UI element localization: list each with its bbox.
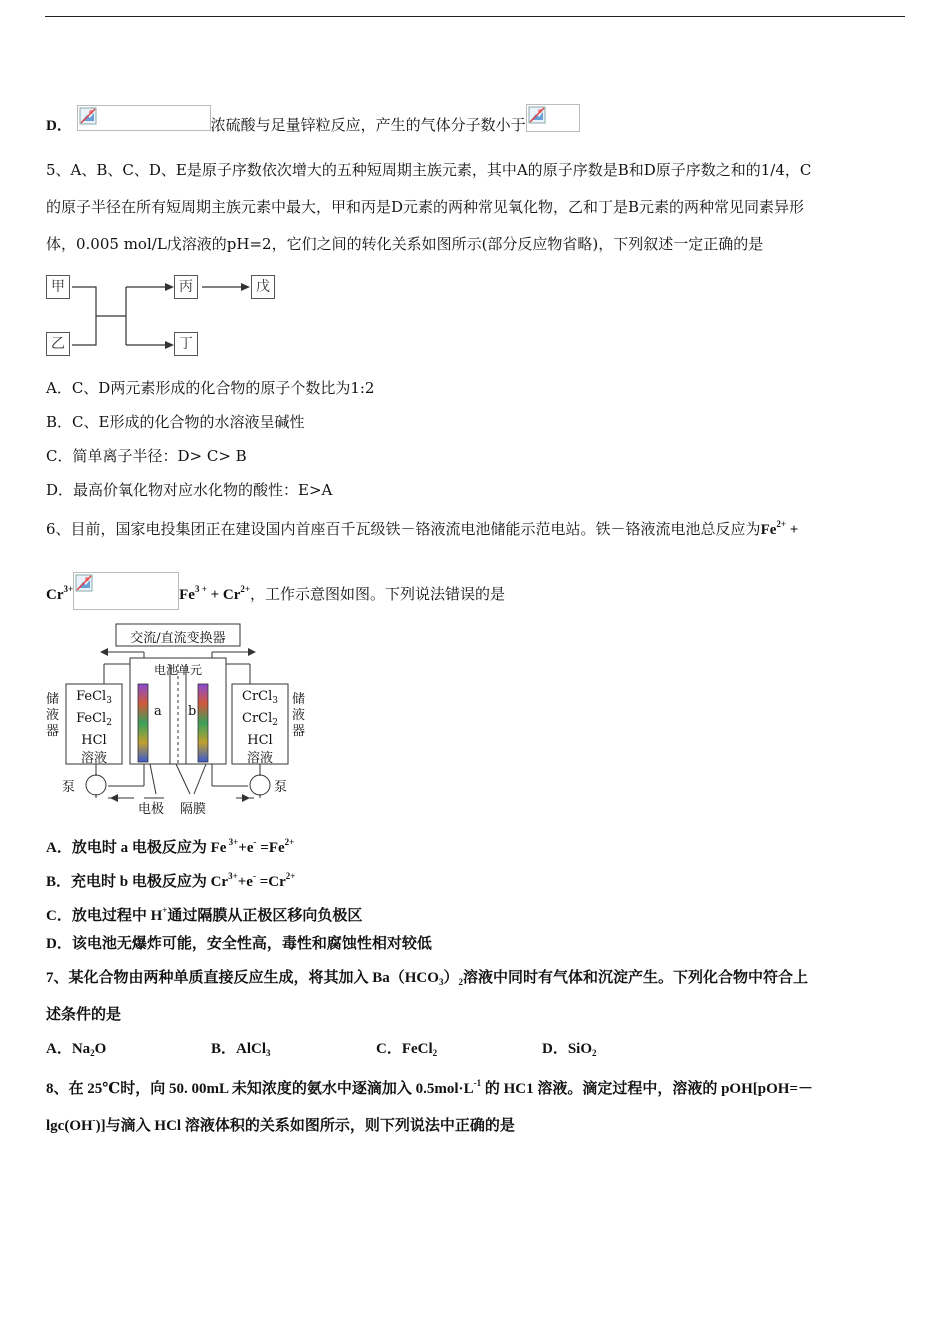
flow-arrows <box>46 275 286 360</box>
broken-image-icon <box>526 104 580 132</box>
q6-option-a: A．放电时 a 电极反应为 Fe $^{3+}+e^- =Fe^{2+}$ <box>46 837 295 856</box>
flow-box-yi: 乙 <box>46 332 70 356</box>
right-pump-label: 泵 <box>274 780 288 795</box>
right-tank-contents: CrCl$_3$ CrCl$_2$ HCl 溶液 <box>242 689 278 766</box>
q5-option-d: D．最高价氧化物对应水化物的酸性：E>A <box>46 481 333 499</box>
electrode-a-label: a <box>154 704 162 719</box>
flow-box-jia: 甲 <box>46 275 70 299</box>
left-pump-label: 泵 <box>62 780 76 795</box>
q8-stem-line-1: 8、在 25℃时，向 50. 00mL 未知浓度的氨水中逐滴加入 $0.5mol\cdot L^{-1}$ 的 HC1 溶液。滴定过程中，溶液的 pOH[pOH=－ <box>46 1078 813 1097</box>
q6-option-b: B．充电时 b 电极反应为 $Cr^{3+}+e^- =Cr^{2+}$ <box>46 871 296 890</box>
page-top-rule <box>45 16 905 17</box>
left-tank-contents: FeCl$_3$ FeCl$_2$ HCl 溶液 <box>76 689 112 766</box>
q5-stem-line-3: 体，0.005 mol/L戊溶液的pH=2，它们之间的转化关系如图所示(部分反应物省略)，下列叙述一定正确的是 <box>46 235 764 253</box>
electrode-label: 电极 <box>138 802 165 817</box>
electrode-b-label: b <box>188 704 197 719</box>
q5-option-a: A．C、D两元素形成的化合物的原子个数比为1:2 <box>46 379 375 397</box>
option-label: D． <box>46 118 72 134</box>
flow-box-bing: 丙 <box>174 275 198 299</box>
q5-stem-line-1: 5、A、B、C、D、E是原子序数依次增大的五种短周期主族元素，其中A的原子序数是B和D原子序数之和的1/4，C <box>46 161 812 179</box>
q4-option-d <box>46 112 580 140</box>
q5-option-b: B．C、E形成的化合物的水溶液呈碱性 <box>46 413 305 431</box>
flow-box-wu: 戊 <box>251 275 275 299</box>
q6-stem-line-2: $Cr^{3+}$ $Fe^{3 +} + Cr^{2+}$，工作示意图如图。下列说法错误的是 <box>46 576 505 614</box>
right-storage-label: 储液器 <box>292 692 306 739</box>
q5-stem-line-2: 的原子半径在所有短周期主族元素中最大，甲和丙是D元素的两种常见氧化物，乙和丁是B元素的两种常见同素异形 <box>46 198 805 216</box>
q5-option-c: C．简单离子半径：D> C> B <box>46 447 247 465</box>
flow-battery-diagram <box>44 622 308 818</box>
membrane-label: 隔膜 <box>180 802 207 817</box>
q6-option-c: C．放电过程中 H+通过隔膜从正极区移向负极区 <box>46 905 363 924</box>
q6-option-d: D．该电池无爆炸可能，安全性高，毒性和腐蚀性相对较低 <box>46 936 432 952</box>
q4-option-d-text: 浓硫酸与足量锌粒反应，产生的气体分子数小于 <box>210 116 526 134</box>
q7-option-b: B．AlCl$_3$ <box>211 1041 271 1058</box>
cell-unit-label: 电池单元 <box>153 663 202 677</box>
q7-option-a: A．$Na_2O$ <box>46 1041 107 1058</box>
q7-stem-line-1: 7、某化合物由两种单质直接反应生成，将其加入 $Ba(HCO_3)_2$溶液中同时有气体和沉淀产生。下列化合物中符合上 <box>46 970 808 987</box>
q6-stem-line-1: 6、目前，国家电投集团正在建设国内首座百千瓦级铁－铬液流电池储能示范电站。铁－铬液流电池总反应为$Fe^{2+}$ + <box>46 519 799 538</box>
q8-stem-line-2: lgc(OH-)]与滴入 HCl 溶液体积的关系如图所示，则下列说法中正确的是 <box>46 1115 515 1134</box>
broken-image-icon <box>77 105 211 131</box>
flow-box-ding: 丁 <box>174 332 198 356</box>
q7-stem-line-2: 述条件的是 <box>46 1007 122 1023</box>
q5-flow-diagram <box>46 275 286 360</box>
q7-option-d: D．SiO$_2$ <box>542 1041 597 1058</box>
q7-option-c: C．FeCl$_2$ <box>376 1041 438 1058</box>
converter-label: 交流/直流变换器 <box>130 631 226 646</box>
left-storage-label: 储液器 <box>46 692 60 739</box>
broken-image-icon <box>73 572 179 610</box>
